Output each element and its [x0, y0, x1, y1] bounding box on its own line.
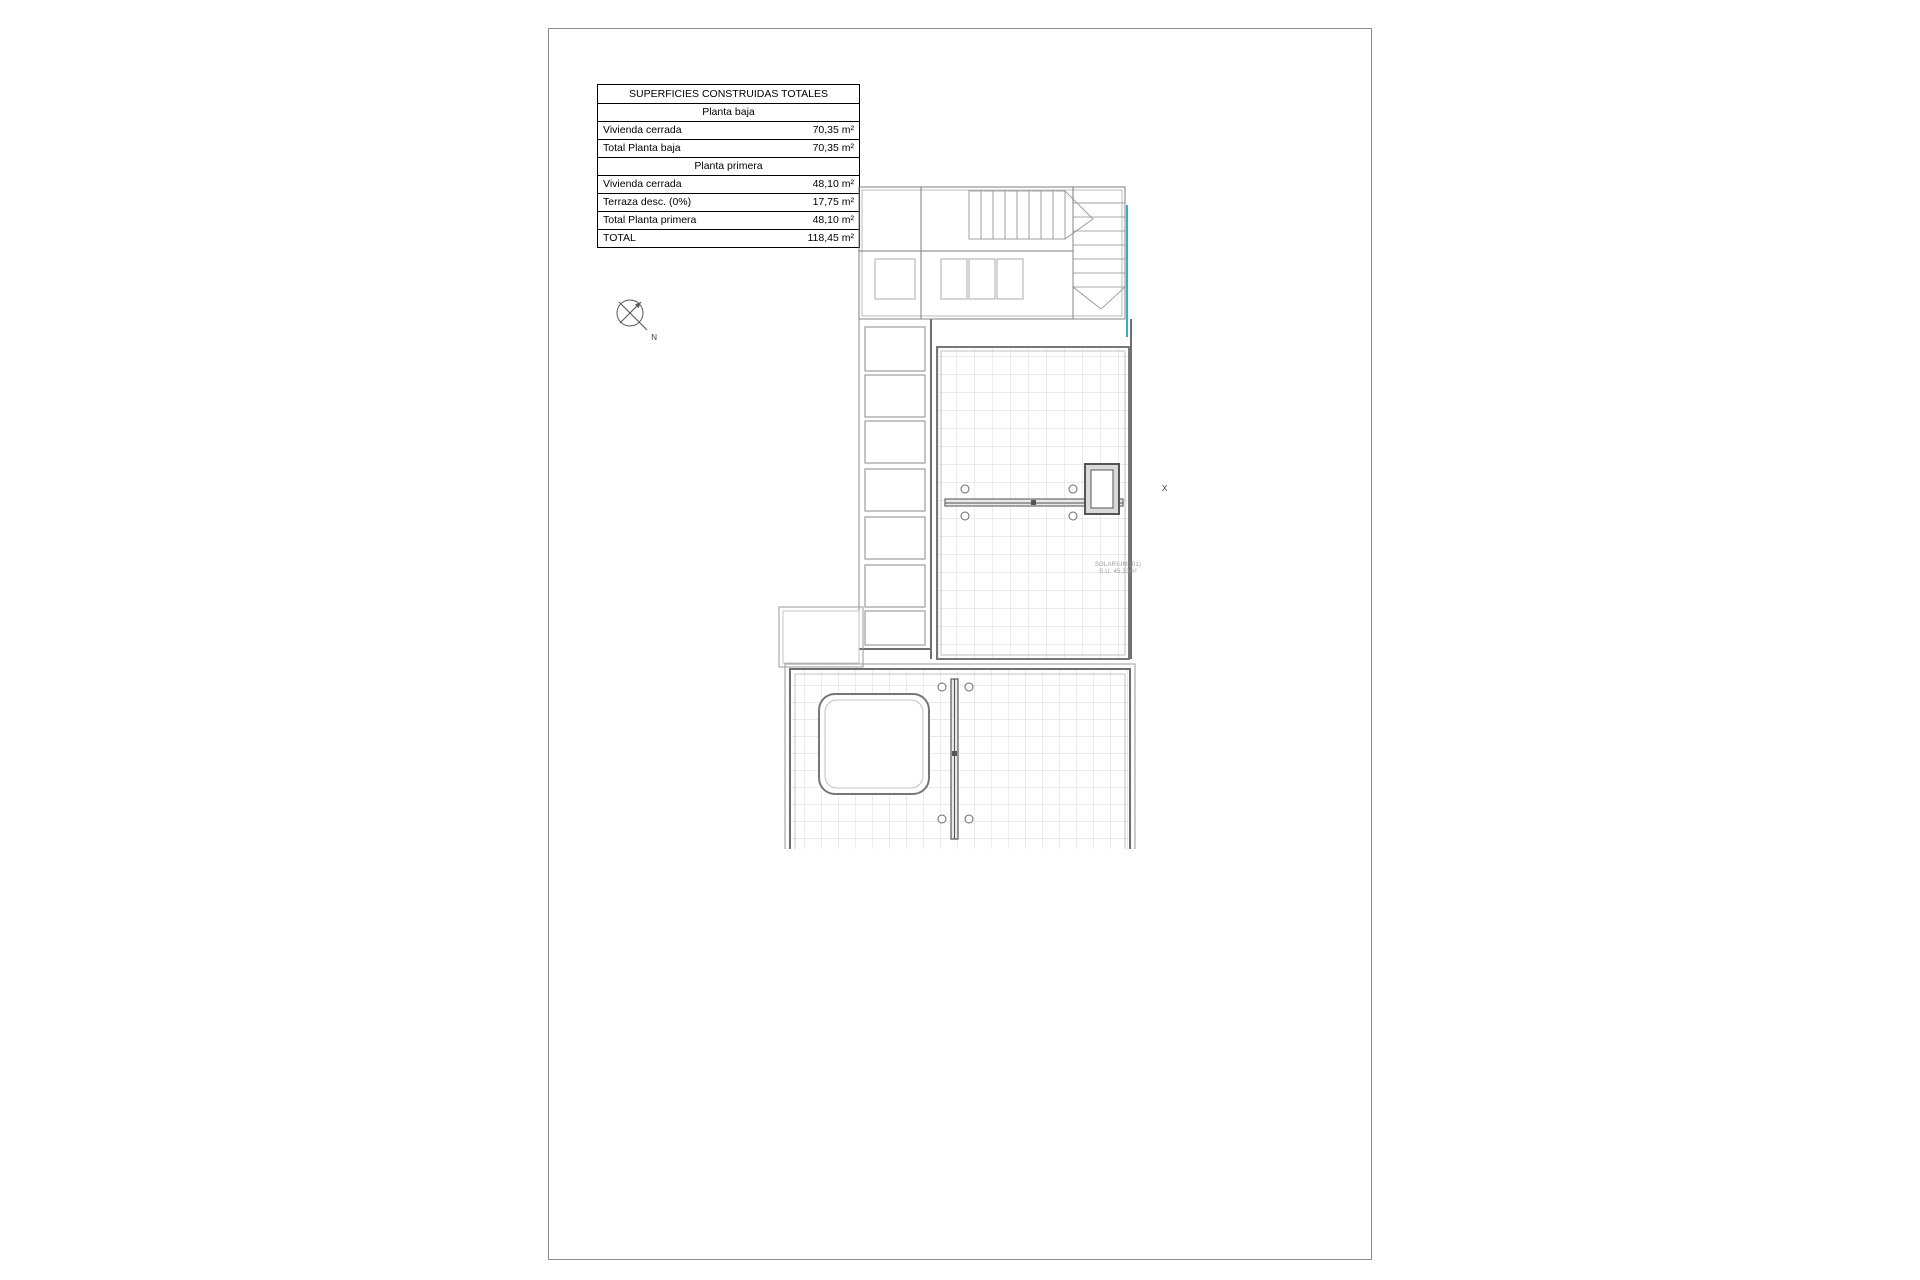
solarium-label-line2: S.U. 45,33m² [1099, 569, 1137, 575]
floor-plan-drawing [669, 159, 1341, 849]
rooftop-unit [1085, 464, 1119, 514]
total-value: 118,45 m² [807, 232, 854, 244]
row-label: Vivienda cerrada [598, 122, 760, 140]
row-value: 17,75 m² [760, 194, 860, 212]
swimming-pool [819, 694, 929, 794]
table-title-row [598, 85, 860, 104]
row-label: Total Planta primera [598, 212, 760, 230]
pergola-post [1031, 500, 1036, 505]
solarium-area-label [1058, 562, 1178, 576]
total-label: TOTAL [603, 232, 636, 244]
row-value: 70,35 m² [760, 122, 860, 140]
table-row [598, 140, 860, 158]
section-header-planta-baja: Planta baja [598, 104, 860, 122]
unit-x-marker: X [1162, 484, 1168, 493]
row-value: 70,35 m² [760, 140, 860, 158]
upper-rooms [875, 259, 1023, 299]
north-arrow-label: N [651, 333, 657, 342]
solarium-label-line1: SOLARIUM (01) [1094, 562, 1142, 568]
section-header-planta-primera: Planta primera [598, 158, 860, 176]
floor-plan-svg [669, 159, 1341, 849]
staircase-right [1073, 203, 1125, 319]
row-value: 48,10 m² [760, 176, 860, 194]
staircase-upper [969, 191, 1093, 239]
table-title: SUPERFICIES CONSTRUIDAS TOTALES [598, 85, 860, 104]
row-label: Total Planta baja [598, 140, 760, 158]
row-label: Terraza desc. (0%) [598, 194, 760, 212]
table-row [598, 122, 860, 140]
north-arrow-icon [611, 294, 657, 342]
left-rooms-strip [859, 319, 931, 649]
row-label: Vivienda cerrada [598, 176, 760, 194]
row-value: 48,10 m² [760, 212, 860, 230]
lower-left-annex [779, 607, 863, 667]
drawing-sheet [548, 28, 1372, 1260]
